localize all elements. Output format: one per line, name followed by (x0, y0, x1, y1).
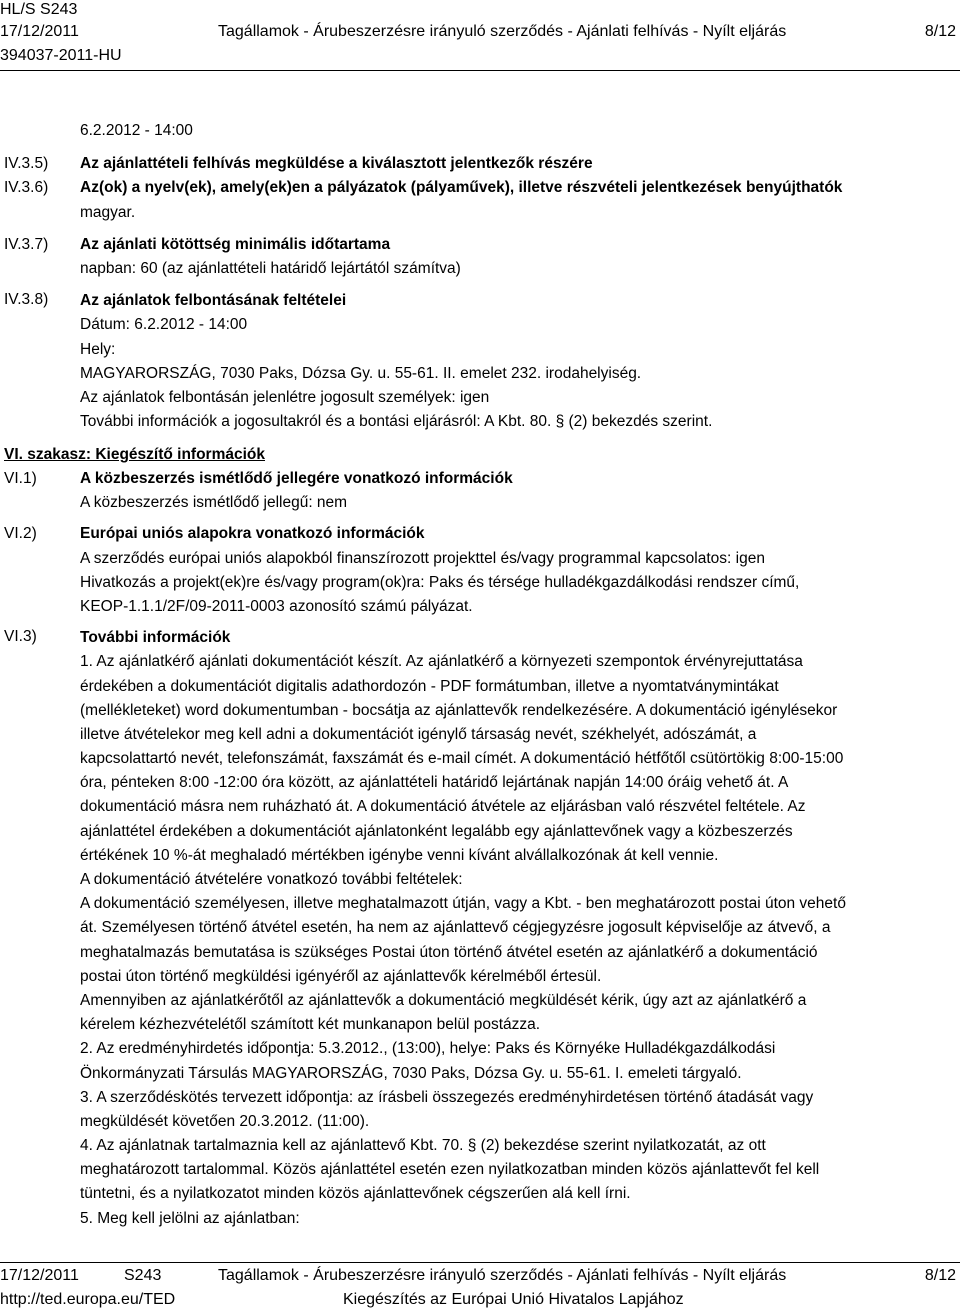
text-line: ajánlattétel érdekében a dokumentációt ajánlatonként legalább egy ajánlattevőnek vagy a közbeszerzés (80, 822, 793, 840)
text-line: 4. Az ajánlatnak tartalmaznia kell az ajánlattevő Kbt. 70. § (2) bekezdése szerint nyilatkozatát, az ott (80, 1137, 766, 1155)
text-line: (mellékleteket) word dokumentumban - bocsátja az ajánlattevők rendelkezésére. A dokumentáció igénylésekor (80, 701, 838, 719)
heading-iv37: Az ajánlati kötöttség minimális időtartama (80, 235, 391, 253)
text-line: 5. Meg kell jelölni az ajánlatban: (80, 1209, 300, 1227)
iv-section-content (80, 119, 956, 434)
footer-ref: S243 (124, 1267, 162, 1284)
text-line: kapcsolattartó nevét, telefonszámát, faxszámát és e-mail címét. A dokumentáció hétfőtől csütörtökig 8:00-15:00 (80, 750, 844, 768)
footer-url-link[interactable]: http://ted.europa.eu/TED (0, 1291, 176, 1308)
section-vi-heading: VI. szakasz: Kiegészítő információk (4, 446, 266, 463)
header-title: Tagállamok - Árubeszerzésre irányuló szerződés - Ajánlati felhívás - Nyílt eljárás (218, 23, 787, 40)
footer-date: 17/12/2011 (0, 1267, 79, 1284)
text-line: óra, pénteken 8:00 -12:00 óra között, az ajánlattételi határidő lejártának napján 14:00 óráig vehető át. A (80, 774, 789, 792)
text-line: meghatalmazás bemutatása is szükséges Postai úton történő átvétel esetén az ajánlatkérő a dokumentáció (80, 943, 818, 961)
heading-vi3: További információk (80, 629, 231, 647)
text-line: Amennyiben az ajánlatkérőtől az ajánlattevők a dokumentáció megküldését kérik, úgy azt az ajánlatkérő a (80, 991, 807, 1009)
text-line: Dátum: 6.2.2012 - 14:00 (80, 316, 248, 334)
text-line: érdekében a dokumentációt digitalis adathordozón - PDF formátumban, illetve a nyomtatványmintákat (80, 677, 779, 695)
text-line: 2. Az eredményhirdetés időpontja: 5.3.2012., (13:00), helye: Paks és Környéke Hulladékgazdálkodási (80, 1040, 776, 1058)
heading-vi2: Európai uniós alapokra vonatkozó információk (80, 525, 425, 543)
text-line: napban: 60 (az ajánlattételi határidő lejártától számítva) (80, 259, 461, 277)
heading-iv36: Az(ok) a nyelv(ek), amely(ek)en a pályázatok (pályaművek), illetve részvételi jelentkezések benyújthatók (80, 179, 843, 197)
text-line: illetve átvételekor meg kell adni a dokumentációt igénylő társaság nevét, székhelyét, adószámát, a (80, 725, 757, 743)
text-line: KEOP-1.1.1/2F/09-2011-0003 azonosító számú pályázat. (80, 597, 473, 615)
text-line: tüntetni, és a nyilatkozatot minden közös ajánlattevőnek cégszerűen alá kell írni. (80, 1185, 631, 1203)
text-line: További információk a jogosultakról és a bontási eljárásról: A Kbt. 80. § (2) bekezdés szerint. (80, 413, 713, 431)
header-page: 8/12 (924, 23, 956, 40)
heading-vi1: A közbeszerzés ismétlődő jellegére vonatkozó információk (80, 470, 513, 487)
text-line: 1. Az ajánlatkérő ajánlati dokumentációt készít. Az ajánlatkérő a környezeti szempontok érvényrejuttatása (80, 653, 803, 671)
label-vi1: VI.1) (4, 470, 37, 487)
label-vi2: VI.2) (4, 525, 37, 542)
header-doc-id: 394037-2011-HU (0, 47, 122, 64)
label-iv35: IV.3.5) (4, 155, 49, 172)
text-line: Önkormányzati Társulás MAGYARORSZÁG, 7030 Paks, Dózsa Gy. u. 55-61. I. emeleti tárgyaló. (80, 1064, 742, 1082)
footer-title: Tagállamok - Árubeszerzésre irányuló szerződés - Ajánlati felhívás - Nyílt eljárás (218, 1267, 787, 1284)
text-line: át. Személyesen történő átvétel esetén, ha nem az ajánlattevő cégjegyzésre jogosult képviselője az átvevő, a (80, 919, 831, 937)
text-line: MAGYARORSZÁG, 7030 Paks, Dózsa Gy. u. 55-61. II. emelet 232. irodahelyiség. (80, 364, 642, 382)
text-line: Hivatkozás a projekt(ek)re és/vagy program(ok)ra: Paks és térsége hulladékgazdálkodási rendszer című, (80, 573, 800, 591)
text-line: meghatározott tartalommal. Közös ajánlattétel esetén ezen nyilatkozatban minden közös ajánlattevőt fel kell (80, 1161, 820, 1179)
text-line: megküldését követően 20.3.2012. (11:00). (80, 1112, 370, 1130)
heading-iv35: Az ajánlattételi felhívás megküldése a kiválasztott jelentkezők részére (80, 155, 593, 173)
text-line: postai úton történő megküldési igényéről az ajánlattevők kérelméből értesül. (80, 967, 602, 985)
text-line: A közbeszerzés ismétlődő jellegű: nem (80, 494, 348, 512)
label-iv36: IV.3.6) (4, 179, 49, 196)
text-line: Az ajánlatok felbontásán jelenlétre jogosult személyek: igen (80, 388, 490, 406)
heading-iv38: Az ajánlatok felbontásának feltételei (80, 292, 347, 310)
header-date: 17/12/2011 (0, 23, 79, 40)
text-line: A dokumentáció átvételére vonatkozó további feltételek: (80, 871, 463, 888)
text-line: kérelem kézhezvételétől számított két munkanapon belül postázza. (80, 1016, 541, 1034)
label-vi3: VI.3) (4, 628, 37, 645)
text-line: 6.2.2012 - 14:00 (80, 122, 193, 139)
text-line: magyar. (80, 203, 136, 221)
text-line: értékének 10 %-át meghaladó mértékben igénybe venni kívánt alvállalkozónak át kell vennie. (80, 846, 719, 864)
footer-publisher: Kiegészítés az Európai Unió Hivatalos Lapjához (343, 1291, 684, 1308)
text-line: A szerződés európai uniós alapokból finanszírozott projekttel és/vagy programmal kapcsolatos: igen (80, 549, 765, 567)
vi-section-content (80, 467, 956, 1231)
footer-rule (0, 1262, 960, 1263)
label-iv38: IV.3.8) (4, 291, 49, 308)
header-ref: HL/S S243 (0, 1, 78, 18)
text-line: A dokumentáció személyesen, illetve meghatalmazott útján, vagy a Kbt. - ben meghatározott postai úton vehető (80, 895, 846, 913)
label-iv37: IV.3.7) (4, 236, 49, 253)
footer-page: 8/12 (924, 1267, 956, 1284)
text-line: Hely: (80, 340, 116, 358)
header-rule (0, 70, 960, 71)
text-line: 3. A szerződéskötés tervezett időpontja: az írásbeli összegezés eredményhirdetésen történő átadását vagy (80, 1088, 814, 1106)
text-line: dokumentáció másra nem ruházható át. A dokumentáció átvétele az eljárásban való részvétel feltétele. Az (80, 798, 806, 816)
